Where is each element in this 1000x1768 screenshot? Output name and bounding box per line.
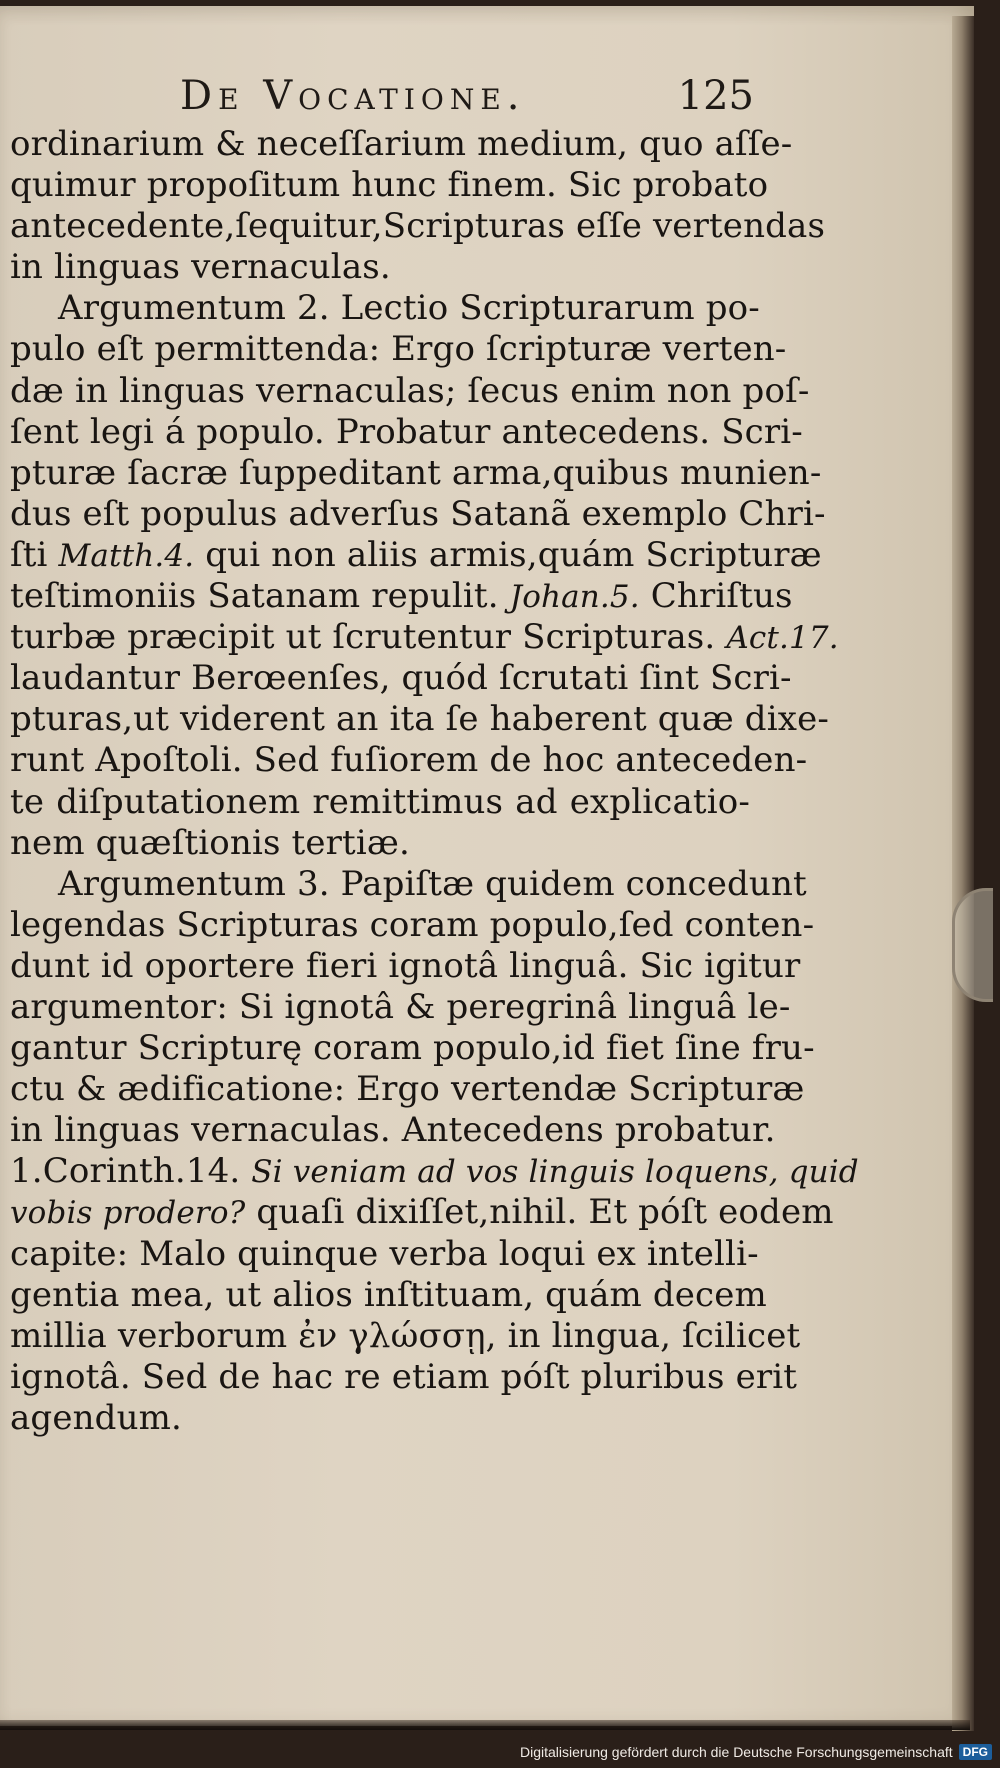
text-line: Argumentum 2. Lectio Scripturarum po- (58, 288, 760, 329)
text-fragment: teſtimoniis Satanam repulit. (10, 576, 510, 617)
page-edge (952, 16, 974, 1731)
text-line-with-citation (10, 617, 839, 658)
text-line: Argumentum 3. Papiſtæ quidem concedunt (58, 863, 807, 904)
text-line: quimur propoſitum hunc finem. Sic probato (10, 165, 769, 206)
text-line: in linguas vernaculas. Antecedens probatur. (10, 1110, 776, 1151)
text-fragment: Chriſtus (639, 576, 793, 617)
citation-fragment: Matth.4. (58, 537, 195, 574)
text-fragment: qui non aliis armis,quám Scripturæ (194, 534, 822, 575)
text-line: antecedente,ſequitur,Scripturas eſſe vertendas (10, 206, 826, 247)
text-line: dunt id oportere fieri ignotâ linguâ. Sic igitur (10, 945, 801, 986)
text-line: ordinarium & neceſſarium medium, quo aſſe- (10, 124, 793, 164)
text-line: ſent legi á populo. Probatur antecedens. Scri- (10, 411, 803, 452)
text-fragment: turbæ præcipit ut ſcrutentur Scripturas. (10, 617, 727, 658)
text-line: pulo eſt permittenda: Ergo ſcripturæ verten- (10, 329, 787, 370)
text-line: runt Apoſtoli. Sed fuſiorem de hoc anteceden- (10, 740, 808, 781)
running-header (180, 72, 760, 120)
text-line: dus eſt populus adverſus Satanã exemplo Chri- (10, 493, 826, 534)
text-line: laudantur Berœenſes, quód ſcrutati ſint Scri- (10, 658, 792, 699)
body-text (10, 124, 859, 1439)
text-line: ctu & ædificatione: Ergo vertendæ Scripturæ (10, 1069, 805, 1110)
page-bottom-shadow (0, 1720, 970, 1730)
text-fragment: 1.Corinth.14. (10, 1151, 252, 1192)
text-line: pturas,ut viderent an ita ſe haberent quæ dixe- (10, 699, 829, 740)
text-line: dæ in linguas vernaculas; ſecus enim non poſ- (10, 370, 810, 411)
text-line: gantur Scripturę coram populo,id fiet ſine fru- (10, 1028, 815, 1069)
text-line: argumentor: Si ignotâ & peregrinâ linguâ le- (10, 986, 791, 1027)
running-title: De Vocatione. (180, 73, 526, 119)
page-number: 125 (677, 73, 754, 119)
credit-text: Digitalisierung gefördert durch die Deutsche Forschungsgemeinschaft (519, 1744, 953, 1760)
text-line: ignotâ. Sed de hac re etiam póſt pluribus erit (10, 1356, 798, 1397)
digitization-credit (520, 1744, 992, 1760)
text-fragment: ſti (10, 534, 59, 575)
text-line: agendum. (10, 1397, 182, 1438)
citation-fragment: Johan.5. (509, 579, 640, 616)
text-line: te diſputationem remittimus ad explicatio- (10, 781, 750, 822)
text-line-with-citation (10, 534, 822, 576)
text-line-with-quote (10, 1151, 859, 1192)
text-fragment: quaſi dixiſſet,nihil. Et póſt eodem (245, 1192, 834, 1233)
quote-fragment: Si veniam ad vos linguis loquens, quid (251, 1154, 859, 1191)
text-line-with-quote (10, 1192, 834, 1233)
text-line: millia verborum ἐν γλώσσῃ, in lingua, ſcilicet (10, 1315, 801, 1356)
text-line: legendas Scripturas coram populo,ſed conten- (10, 904, 815, 945)
binding-clip-icon (952, 888, 993, 1002)
text-line: nem quæſtionis tertiæ. (10, 822, 410, 863)
book-page (0, 6, 974, 1726)
text-line: capite: Malo quinque verba loqui ex intelli- (10, 1233, 759, 1274)
text-line: in linguas vernaculas. (10, 247, 391, 288)
text-line-with-citation (10, 576, 793, 617)
quote-fragment: vobis prodero? (10, 1195, 246, 1232)
citation-fragment: Act.17. (726, 620, 839, 657)
text-line: pturæ ſacræ ſuppeditant arma,quibus munien- (10, 452, 822, 493)
text-line: gentia mea, ut alios inſtituam, quám decem (10, 1274, 767, 1315)
dfg-logo-icon: DFG (959, 1744, 992, 1760)
